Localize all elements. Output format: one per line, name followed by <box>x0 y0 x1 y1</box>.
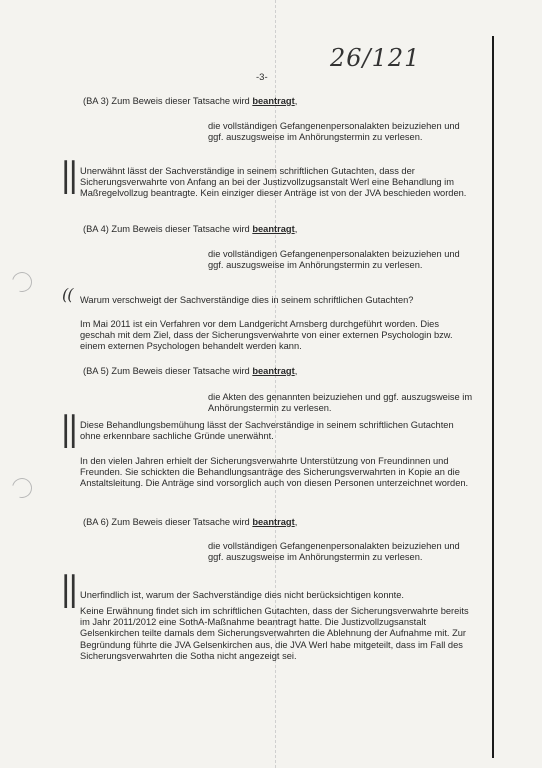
ba4-detail: die vollständigen Gefangenenpersonalakten beizuziehen und ggf. auszugsweise im Anhörungstermin zu verlesen. <box>208 249 460 271</box>
paragraph-unerfindlich: Unerfindlich ist, warum der Sachverständige dies nicht berücksichtigen konnte. <box>80 590 405 600</box>
margin-mark-double: || <box>60 155 75 195</box>
ba6-keyword: beantragt <box>252 517 295 527</box>
ba6-detail: die vollständigen Gefangenenpersonalakten beizuziehen und ggf. auszugsweise im Anhörungstermin zu verlesen. <box>208 541 460 563</box>
paragraph-freunde: In den vielen Jahren erhielt der Sicherungsverwahrte Unterstützung von Freundinnen und Freunden. Sie schickten die Behandlungsanträge des Sicherungsverwahrten in Kopie an die Anstaltsleitung. Die Anträge sind vorsorglich auch von diesen Personen unterzeichnet worden. <box>80 456 469 489</box>
margin-mark-single: (( <box>62 285 73 304</box>
ba5-request: (BA 5) Zum Beweis dieser Tatsache wird beantragt, <box>83 366 298 376</box>
ba5-detail: die Akten des genannten beizuziehen und ggf. auszugsweise im Anhörungstermin zu verlesen. <box>208 392 473 414</box>
margin-rule <box>492 36 494 758</box>
ba5-keyword: beantragt <box>252 366 295 376</box>
paragraph-behandlungsbemuehung: Diese Behandlungsbemühung lässt der Sachverständige in seinem schriftlichen Gutachten ohne erkennbare sachliche Gründe unerwähnt. <box>80 420 454 442</box>
paragraph-sotha: Keine Erwähnung findet sich im schriftlichen Gutachten, dass der Sicherungsverwahrte bereits im Jahr 2011/2012 eine SothA-Maßnahme beantragt hatte. Die Justizvollzugsanstalt Gelsenkirchen teilte damals dem Sicherungsverwahrten die Ablehnung der Aufnahme mit. Zur Begründung führte die JVA Gelsenkirchen aus, die JVA Werl habe mitgeteilt, dass im Fall des Sicherungsverwahrten die Sotha nicht angezeigt sei. <box>80 606 469 661</box>
paragraph-unerwaehnt: Unerwähnt lässt der Sachverständige in seinem schriftlichen Gutachten, dass der Sicherungsverwahrte von Anfang an bei der Justizvollzugsanstalt Werl eine Behandlung im Maßregelvollzug beantragte. Kein einziger dieser Anträge ist von der JVA beschieden worden. <box>80 166 467 199</box>
margin-mark-double: || <box>60 409 75 449</box>
paragraph-question: Warum verschweigt der Sachverständige dies in seinem schriftlichen Gutachten? <box>80 295 414 305</box>
ba3-keyword: beantragt <box>252 96 295 106</box>
ba4-keyword: beantragt <box>252 224 295 234</box>
ba4-request: (BA 4) Zum Beweis dieser Tatsache wird beantragt, <box>83 224 298 234</box>
ba3-detail: die vollständigen Gefangenenpersonalakten beizuziehen und ggf. auszugsweise im Anhörungstermin zu verlesen. <box>208 121 460 143</box>
ba3-request: (BA 3) Zum Beweis dieser Tatsache wird beantragt, <box>83 96 298 106</box>
punch-hole-icon <box>8 268 35 295</box>
margin-mark-double: || <box>60 569 75 609</box>
page-number: -3- <box>256 72 268 83</box>
ba6-request: (BA 6) Zum Beweis dieser Tatsache wird beantragt, <box>83 517 298 527</box>
paragraph-landgericht: Im Mai 2011 ist ein Verfahren vor dem Landgericht Arnsberg durchgeführt worden. Dies geschah mit dem Ziel, dass der Sicherungsverwahrte von einer externen Psychologin bzw. einem externen Psychologen behandelt werden kann. <box>80 319 453 352</box>
handwritten-page-number: 26/121 <box>330 44 421 72</box>
punch-hole-icon <box>8 474 35 501</box>
